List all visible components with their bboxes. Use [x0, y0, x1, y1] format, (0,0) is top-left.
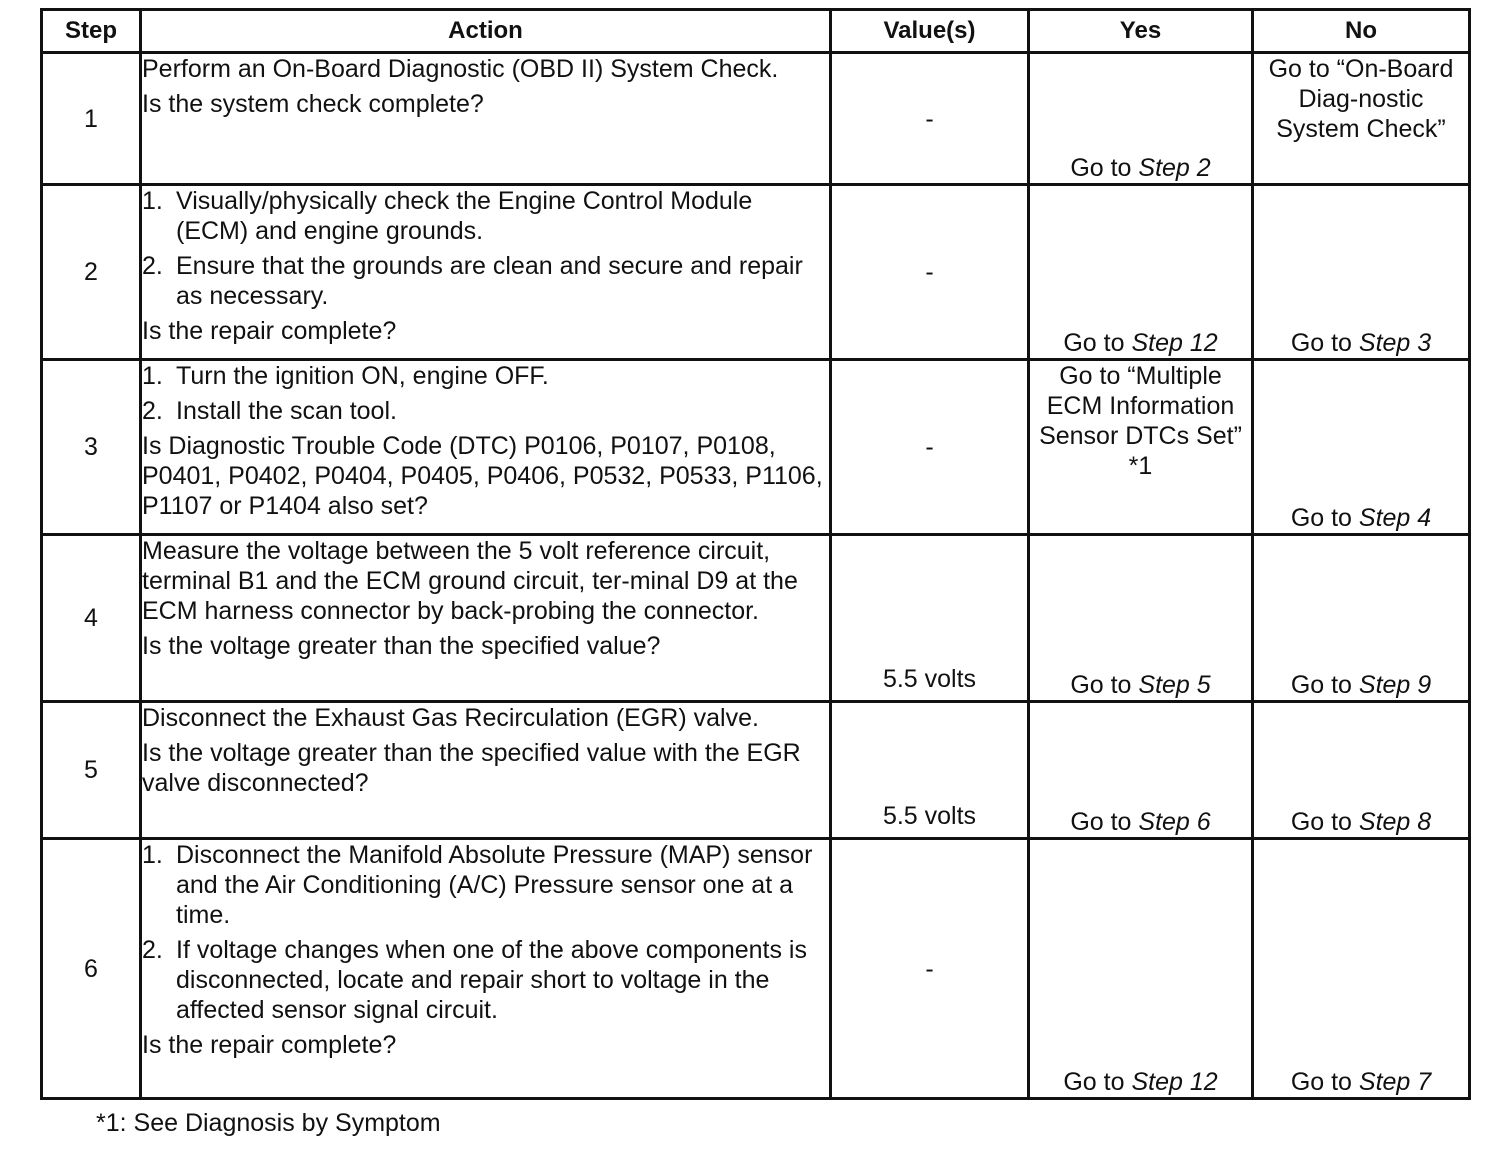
- action-list-item: [142, 251, 829, 311]
- value-cell: -: [831, 53, 1029, 185]
- action-list-item: [142, 935, 829, 1025]
- value-cell: -: [831, 839, 1029, 1099]
- table-row: [42, 535, 1470, 702]
- header-no: No: [1253, 10, 1470, 53]
- header-yes: Yes: [1029, 10, 1253, 53]
- no-prefix: Go to: [1290, 329, 1359, 357]
- list-text: Ensure that the grounds are clean and secure and repair as necessary.: [176, 252, 803, 310]
- action-cell: [141, 535, 831, 702]
- action-question: Is the voltage greater than the specified value?: [142, 632, 661, 660]
- value-cell: -: [831, 360, 1029, 535]
- action-question: Is Diagnostic Trouble Code (DTC) P0106, P0107, P0108, P0401, P0402, P0404, P0405, P0406, P0532, P0533, P1106, P1107 or P1404 also set?: [142, 432, 823, 520]
- yes-prefix: Go to: [1070, 808, 1139, 836]
- step-number: 6: [42, 839, 141, 1099]
- action-list-item: [142, 396, 829, 426]
- step-number: 5: [42, 702, 141, 839]
- action-question: Is the repair complete?: [142, 1031, 397, 1059]
- footnote: *1: See Diagnosis by Symptom: [96, 1109, 441, 1137]
- header-values: Value(s): [831, 10, 1029, 53]
- action-question: Is the system check complete?: [142, 90, 484, 118]
- yes-prefix: Go to: [1070, 671, 1139, 699]
- table-row: [42, 839, 1470, 1099]
- no-prefix: Go to: [1290, 671, 1359, 699]
- action-question: Is the voltage greater than the specified value with the EGR valve disconnected?: [142, 739, 801, 797]
- action-cell: [141, 185, 831, 360]
- yes-prefix: Go to: [1063, 329, 1132, 357]
- list-number: 1.: [142, 362, 163, 390]
- action-cell: [141, 53, 831, 185]
- yes-prefix: Go to: [1063, 1068, 1132, 1096]
- no-target: Step 8: [1358, 808, 1432, 836]
- step-number: 2: [42, 185, 141, 360]
- no-target: Step 4: [1358, 504, 1432, 532]
- step-number: 1: [42, 53, 141, 185]
- yes-cell: [1029, 360, 1253, 535]
- action-list-item: [142, 840, 829, 930]
- table-row: [42, 53, 1470, 185]
- no-cell: [1253, 535, 1470, 702]
- no-prefix: Go to: [1290, 1068, 1359, 1096]
- header-step: Step: [42, 10, 141, 53]
- action-question: Is the repair complete?: [142, 317, 397, 345]
- action-cell: [141, 839, 831, 1099]
- action-list-item: [142, 186, 829, 246]
- no-prefix: Go to: [1290, 808, 1359, 836]
- value-cell: 5.5 volts: [831, 702, 1029, 839]
- list-number: 2.: [142, 252, 163, 280]
- value-cell: 5.5 volts: [831, 535, 1029, 702]
- action-text: Measure the voltage between the 5 volt reference circuit, terminal B1 and the ECM ground circuit, ter-minal D9 at the ECM harness connector by back-probing the connector.: [142, 537, 798, 625]
- yes-cell: [1029, 185, 1253, 360]
- no-cell: [1253, 185, 1470, 360]
- header-row: [42, 10, 1470, 53]
- no-target: Step 7: [1358, 1068, 1432, 1096]
- list-number: 1.: [142, 187, 163, 215]
- list-text: Visually/physically check the Engine Control Module (ECM) and engine grounds.: [176, 187, 753, 245]
- value-cell: -: [831, 185, 1029, 360]
- action-cell: [141, 360, 831, 535]
- action-text: Perform an On-Board Diagnostic (OBD II) System Check.: [142, 55, 779, 83]
- step-number: 3: [42, 360, 141, 535]
- no-target: Step 9: [1358, 671, 1432, 699]
- yes-target: Step 2: [1138, 154, 1211, 182]
- list-text: If voltage changes when one of the above components is disconnected, locate and repair short to voltage in the affected sensor signal circuit.: [176, 936, 807, 1024]
- table-row: [42, 702, 1470, 839]
- step-number: 4: [42, 535, 141, 702]
- yes-prefix: Go to: [1070, 154, 1139, 182]
- table-row: [42, 360, 1470, 535]
- no-target: Step 3: [1358, 329, 1432, 357]
- header-action: Action: [141, 10, 831, 53]
- no-text: Go to “On-Board Diag-nostic System Check”: [1268, 55, 1454, 143]
- yes-cell: [1029, 702, 1253, 839]
- list-number: 2.: [142, 936, 163, 964]
- yes-cell: [1029, 53, 1253, 185]
- list-text: Install the scan tool.: [176, 397, 397, 425]
- yes-target: Step 5: [1138, 671, 1211, 699]
- yes-cell: [1029, 839, 1253, 1099]
- yes-target: Step 12: [1131, 1068, 1218, 1096]
- no-prefix: Go to: [1290, 504, 1359, 532]
- diagnostic-table: [40, 8, 1471, 1100]
- list-number: 1.: [142, 841, 163, 869]
- list-text: Disconnect the Manifold Absolute Pressure (MAP) sensor and the Air Conditioning (A/C) Pressure sensor one at a time.: [176, 841, 813, 929]
- no-cell: [1253, 702, 1470, 839]
- yes-target: Step 6: [1138, 808, 1211, 836]
- yes-cell: [1029, 535, 1253, 702]
- list-number: 2.: [142, 397, 163, 425]
- action-cell: [141, 702, 831, 839]
- no-cell: [1253, 839, 1470, 1099]
- yes-target: Step 12: [1131, 329, 1218, 357]
- table-row: [42, 185, 1470, 360]
- no-cell: [1253, 360, 1470, 535]
- no-cell: [1253, 53, 1470, 185]
- action-text: Disconnect the Exhaust Gas Recirculation (EGR) valve.: [142, 704, 759, 732]
- list-text: Turn the ignition ON, engine OFF.: [176, 362, 549, 390]
- action-list-item: [142, 361, 829, 391]
- yes-text: Go to “Multiple ECM Information Sensor DTCs Set” *1: [1039, 362, 1242, 480]
